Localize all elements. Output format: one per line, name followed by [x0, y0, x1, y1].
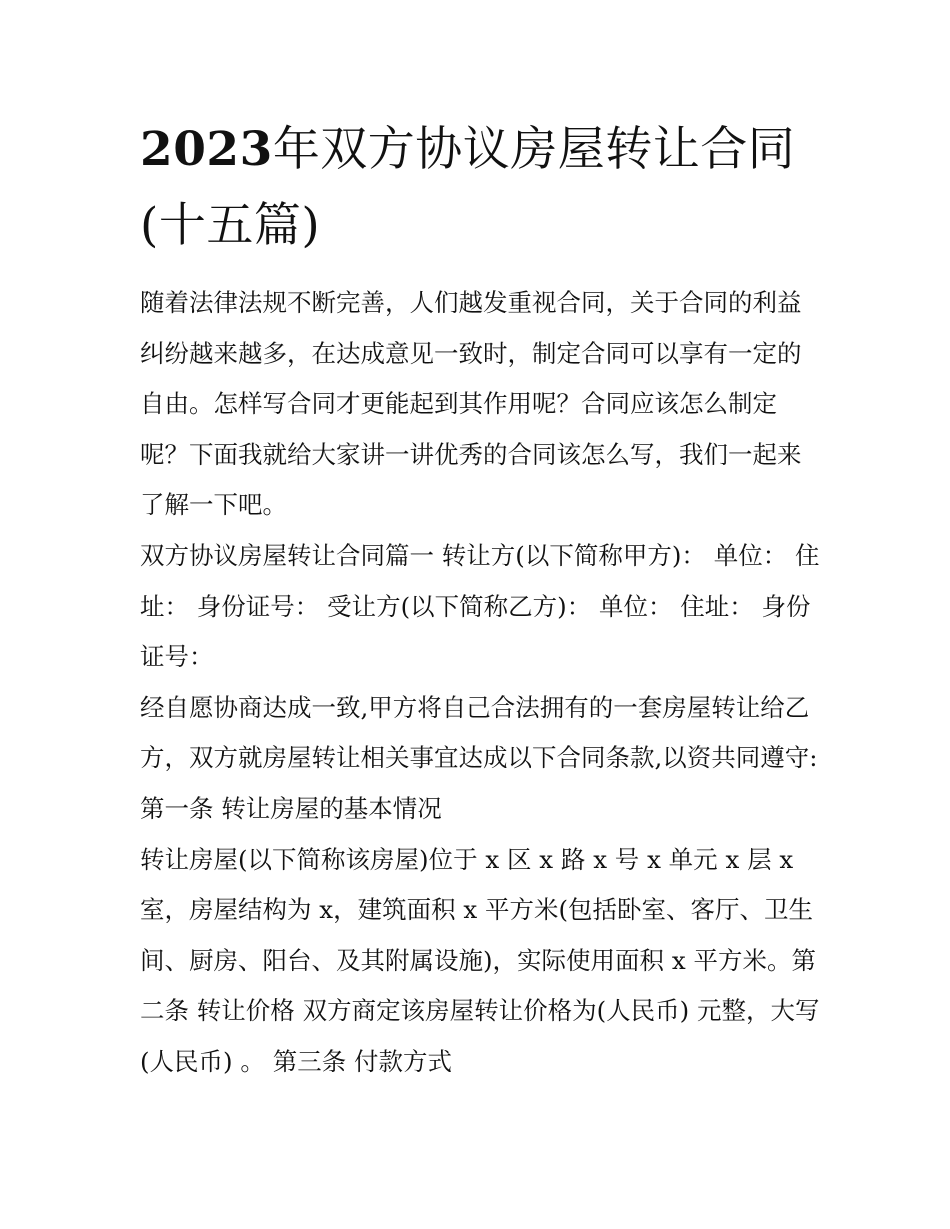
intro-paragraph: 随着法律法规不断完善，人们越发重视合同，关于合同的利益纠纷越来越多，在达成意见一致时，制定合同可以享有一定的自由。怎样写合同才更能起到其作用呢？合同应该怎么制定呢？下面我就给大家讲一讲优秀的合同该怎么写，我们一起来了解一下吧。 — [140, 288, 802, 520]
agreement-paragraph: 经自愿协商达成一致,甲方将自己合法拥有的一套房屋转让给乙方，双方就房屋转让相关事宜达成以下合同条款,以资共同遵守: 第一条 转让房屋的基本情况 — [140, 692, 818, 823]
property-details-paragraph: 转让房屋(以下简称该房屋)位于 x 区 x 路 x 号 x 单元 x 层 x 室，房屋结构为 x，建筑面积 x 平方米(包括卧室、客厅、卫生间、厨房、阳台、及其附属设施)，实际使用面积 x 平方米。第二条 转让价格 双方商定该房屋转让价格为(人民币) 元整，大写(人民币) 。 第三条 付款方式 — [140, 844, 820, 1076]
title-text: 年双方协议房屋转让合同(十五篇) — [140, 122, 796, 253]
document-body — [140, 278, 820, 1088]
title-year: 2023 — [140, 122, 273, 177]
parties-paragraph: 双方协议房屋转让合同篇一 转让方(以下简称甲方)： 单位： 住址： 身份证号： 受让方(以下简称乙方)： 单位： 住址： 身份证号： — [140, 540, 820, 672]
document-title — [140, 112, 820, 264]
